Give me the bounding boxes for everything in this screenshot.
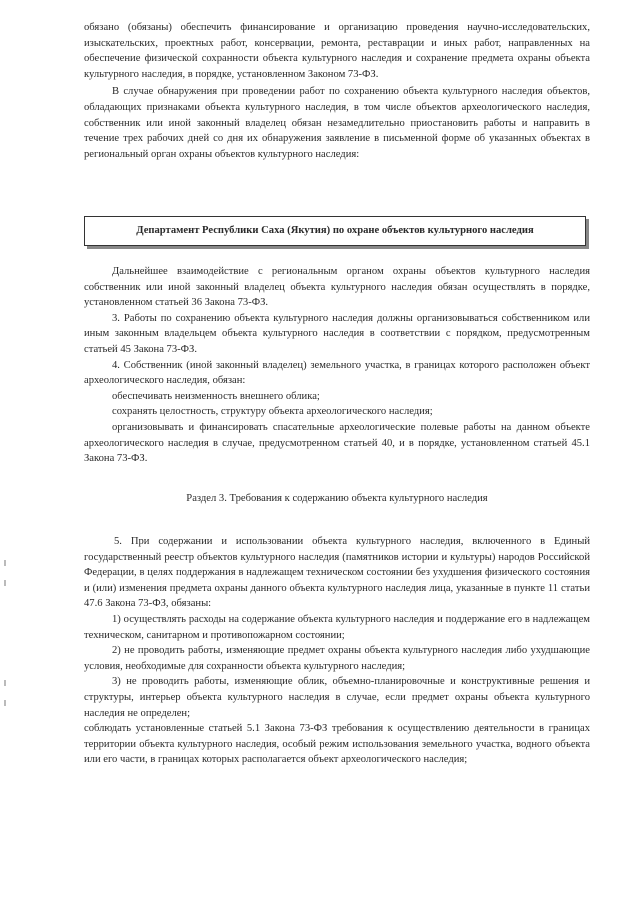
section-title: Раздел 3. Требования к содержанию объекта культурного наследия: [186, 493, 488, 504]
paragraph: 1) осуществлять расходы на содержание объекта культурного наследия и поддержание его в надлежащем техническом, санитарном и противопожарном состоянии;: [84, 613, 590, 641]
margin-mark: [4, 580, 6, 586]
paragraph: В случае обнаружения при проведении работ по сохранению объекта культурного наследия объектов, обладающих признаками объекта культурного наследия, в том числе объектов археологического наследия, собственник или иной законный владелец обязан незамедлительно приостановить работы и направить в течение трех рабочих дней со дня их обнаружения заявление в письменной форме об указанных объектах в региональный орган охраны объектов культурного наследия:: [84, 86, 590, 160]
margin-mark: [4, 700, 6, 706]
text-block-bottom: [84, 534, 590, 768]
margin-mark: [4, 560, 6, 566]
margin-mark: [4, 680, 6, 686]
paragraph: Дальнейшее взаимодействие с региональным органом охраны объектов культурного наследия собственник или иной законный владелец объекта культурного наследия обязан осуществлять в порядке, установленном статьей 36 Закона 73-ФЗ.: [84, 266, 590, 309]
paragraph: 3) не проводить работы, изменяющие облик, объемно-планировочные и конструктивные решения и структуры, интерьер объекта культурного наследия в случае, если предмет охраны объекта культурного наследия не определен;: [84, 676, 590, 719]
paragraph: обеспечивать неизменность внешнего облика;: [112, 390, 320, 402]
paragraph: 2) не проводить работы, изменяющие предмет охраны объекта культурного наследия либо ухудшающие условия, необходимые для сохранности объекта культурного наследия;: [84, 645, 590, 672]
paragraph: обязано (обязаны) обеспечить финансирование и организацию проведения научно-исследовательских, изыскательских, проектных работ, консервации, ремонта, реставрации и иных работ, направленных на обеспечение физической сохранности объекта культурного наследия и сохранение предмета охраны объекта культурного наследия, в порядке, установленном Законом 73-ФЗ.: [84, 22, 590, 80]
paragraph: организовывать и финансировать спасательные археологические полевые работы на данном объекте археологического наследия в случае, предусмотренном статьей 40, и в порядке, установленном статьей 45.1 Закона 73-ФЗ.: [84, 421, 590, 465]
paragraph: 5. При содержании и использовании объекта культурного наследия, включенного в Единый государственный реестр объектов культурного наследия (памятников истории и культуры) народов Российской Федерации, в целях поддержания в надлежащем техническом состоянии без ухудшения физического состояния и (или) изменения предмета охраны данного объекта культурного наследия лица, указанные в пункте 11 статьи 47.6 Закона 73-ФЗ, обязаны:: [84, 536, 590, 610]
text-block-middle: [84, 264, 590, 467]
paragraph: соблюдать установленные статьей 5.1 Закона 73-ФЗ требования к осуществлению деятельности в границах территории объекта культурного наследия, особый режим использования земельного участка, водного объекта или его части, в границах которых располагается объект археологического наследия;: [84, 723, 590, 766]
paragraph: 3. Работы по сохранению объекта культурного наследия должны организовываться собственником или иным законным владельцем объекта культурного наследия в соответствии с порядком, предусмотренным статьей 45 Закона 73-ФЗ.: [84, 312, 590, 355]
text-block-top: [84, 20, 590, 162]
paragraph: сохранять целостность, структуру объекта археологического наследия;: [112, 406, 433, 418]
paragraph: 4. Собственник (иной законный владелец) земельного участка, в границах которого расположен объект археологического наследия, обязан:: [84, 359, 590, 387]
department-name: Департамент Республики Саха (Якутия) по охране объектов культурного наследия: [136, 225, 534, 237]
department-box: [84, 216, 586, 246]
